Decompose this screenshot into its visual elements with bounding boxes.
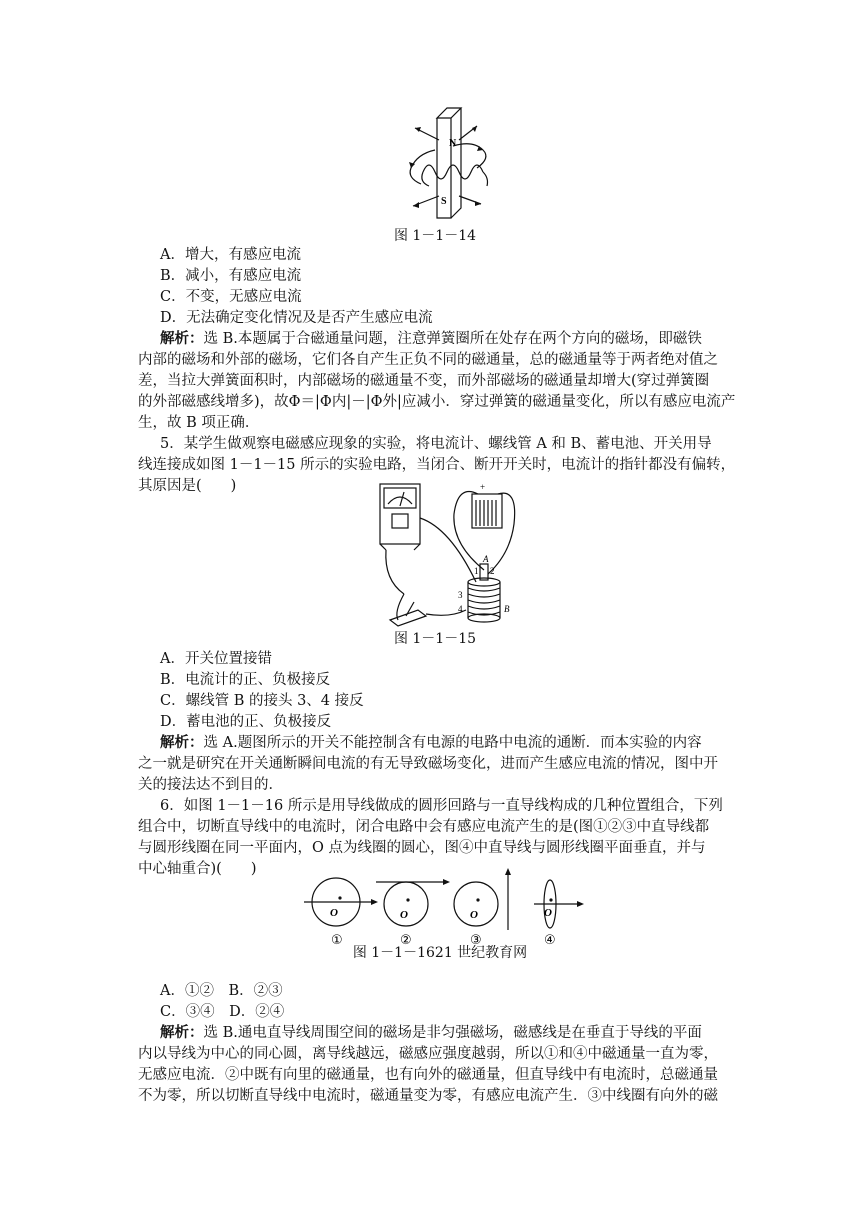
terminal-1-label: 1 bbox=[474, 566, 479, 576]
option-b: B．减小，有感应电流 bbox=[160, 268, 302, 284]
analysis-line: 解析：选 B.通电直导线周围空间的磁场是非匀强磁场，磁感线是在垂直于导线的平面 bbox=[160, 1024, 702, 1041]
figure-number-2: ② bbox=[400, 933, 412, 948]
analysis-label: 解析： bbox=[160, 330, 204, 347]
analysis-line: 无感应电流．②中既有向里的磁通量，也有向外的磁通量，但直导线中有电流时，总磁通量 bbox=[138, 1067, 718, 1083]
analysis-line: 生，故 B 项正确． bbox=[138, 415, 260, 431]
magnet-s-label: S bbox=[441, 196, 447, 207]
option-d: D．蓄电池的正、负极接反 bbox=[160, 714, 332, 730]
option-c: C．不变，无感应电流 bbox=[160, 289, 302, 305]
question-stem: 6．如图 1－1－16 所示是用导线做成的圆形回路与一直导线构成的几种位置组合，下列 bbox=[160, 798, 723, 814]
analysis-line: 差，当拉大弹簧面积时，内部磁场的磁通量不变，而外部磁场的磁通量却增大(穿过弹簧圈 bbox=[138, 373, 710, 389]
analysis-line: 内部的磁场和外部的磁场，它们各自产生正负不同的磁通量，总的磁通量等于两者绝对值之 bbox=[138, 352, 718, 368]
analysis-line: 之一就是研究在开关通断瞬间电流的有无导致磁场变化，进而产生感应电流的情况，图中开 bbox=[138, 756, 718, 772]
analysis-line: 解析：选 A.题图所示的开关不能控制含有电源的电路中电流的通断．而本实验的内容 bbox=[160, 734, 702, 751]
figure-caption: 图 1－1－14 bbox=[393, 228, 477, 244]
center-o-label: O bbox=[330, 907, 338, 919]
terminal-4-label: 4 bbox=[458, 604, 463, 614]
terminal-2-label: 2 bbox=[490, 566, 495, 576]
analysis-label: 解析： bbox=[160, 1024, 204, 1041]
option-cd: C．③④ D．②④ bbox=[160, 1004, 285, 1020]
analysis-line: 解析：选 B.本题属于合磁通量问题，注意弹簧圈所在处存在两个方向的磁场，即磁铁 bbox=[160, 330, 702, 347]
question-stem: 中心轴重合)( ) bbox=[138, 861, 257, 877]
figure-1-1-14 bbox=[395, 100, 515, 220]
option-d: D．无法确定变化情况及是否产生感应电流 bbox=[160, 310, 433, 326]
analysis-line: 的外部磁感线增多)，故Φ＝|Φ内|－|Φ外|应减小．穿过弹簧的磁通量变化，所以有感应电流产 bbox=[138, 394, 736, 410]
figure-number-4: ④ bbox=[544, 933, 556, 948]
analysis-line: 不为零，所以切断直导线中电流时，磁通量变为零，有感应电流产生．③中线圈有向外的磁 bbox=[138, 1088, 718, 1104]
analysis-label: 解析： bbox=[160, 734, 204, 751]
option-a: A．开关位置接错 bbox=[160, 651, 272, 667]
figure-caption: 图 1－1－1621 世纪教育网 bbox=[352, 945, 528, 961]
option-c: C．螺线管 B 的接头 3、4 接反 bbox=[160, 693, 364, 709]
magnet-n-label: N bbox=[449, 138, 457, 149]
battery-plus-label: + bbox=[480, 482, 486, 492]
question-stem: 线连接成如图 1－1－15 所示的实验电路，当闭合、断开开关时，电流计的指针都没有偏转， bbox=[138, 457, 736, 473]
option-b: B．电流计的正、负极接反 bbox=[160, 672, 331, 688]
option-a: A．增大，有感应电流 bbox=[160, 247, 301, 263]
center-o-label: O bbox=[544, 907, 552, 919]
question-stem: 其原因是( ) bbox=[138, 478, 237, 494]
analysis-line: 关的接法达不到目的． bbox=[138, 777, 283, 793]
question-stem: 与圆形线圈在同一平面内，O 点为线圈的圆心，图④中直导线与圆形线圈平面垂直，并与 bbox=[138, 840, 706, 856]
figure-1-1-16 bbox=[300, 868, 600, 948]
coil-b-label: B bbox=[504, 604, 510, 614]
terminal-3-label: 3 bbox=[458, 590, 463, 600]
figure-1-1-15 bbox=[370, 478, 530, 630]
coil-a-label: A bbox=[483, 554, 489, 564]
option-ab: A．①② B．②③ bbox=[160, 983, 283, 999]
analysis-line: 内以导线为中心的同心圆，离导线越远，磁感应强度越弱，所以①和④中磁通量一直为零， bbox=[138, 1046, 718, 1062]
center-o-label: O bbox=[400, 909, 408, 921]
figure-caption: 图 1－1－15 bbox=[393, 631, 477, 647]
question-stem: 5．某学生做观察电磁感应现象的实验，将电流计、螺线管 A 和 B、蓄电池、开关用导 bbox=[160, 436, 712, 452]
figure-number-3: ③ bbox=[470, 933, 482, 948]
center-o-label: O bbox=[470, 909, 478, 921]
figure-number-1: ① bbox=[331, 933, 343, 948]
question-stem: 组合中，切断直导线中的电流时，闭合电路中会有感应电流产生的是(图①②③中直导线都 bbox=[138, 819, 710, 835]
